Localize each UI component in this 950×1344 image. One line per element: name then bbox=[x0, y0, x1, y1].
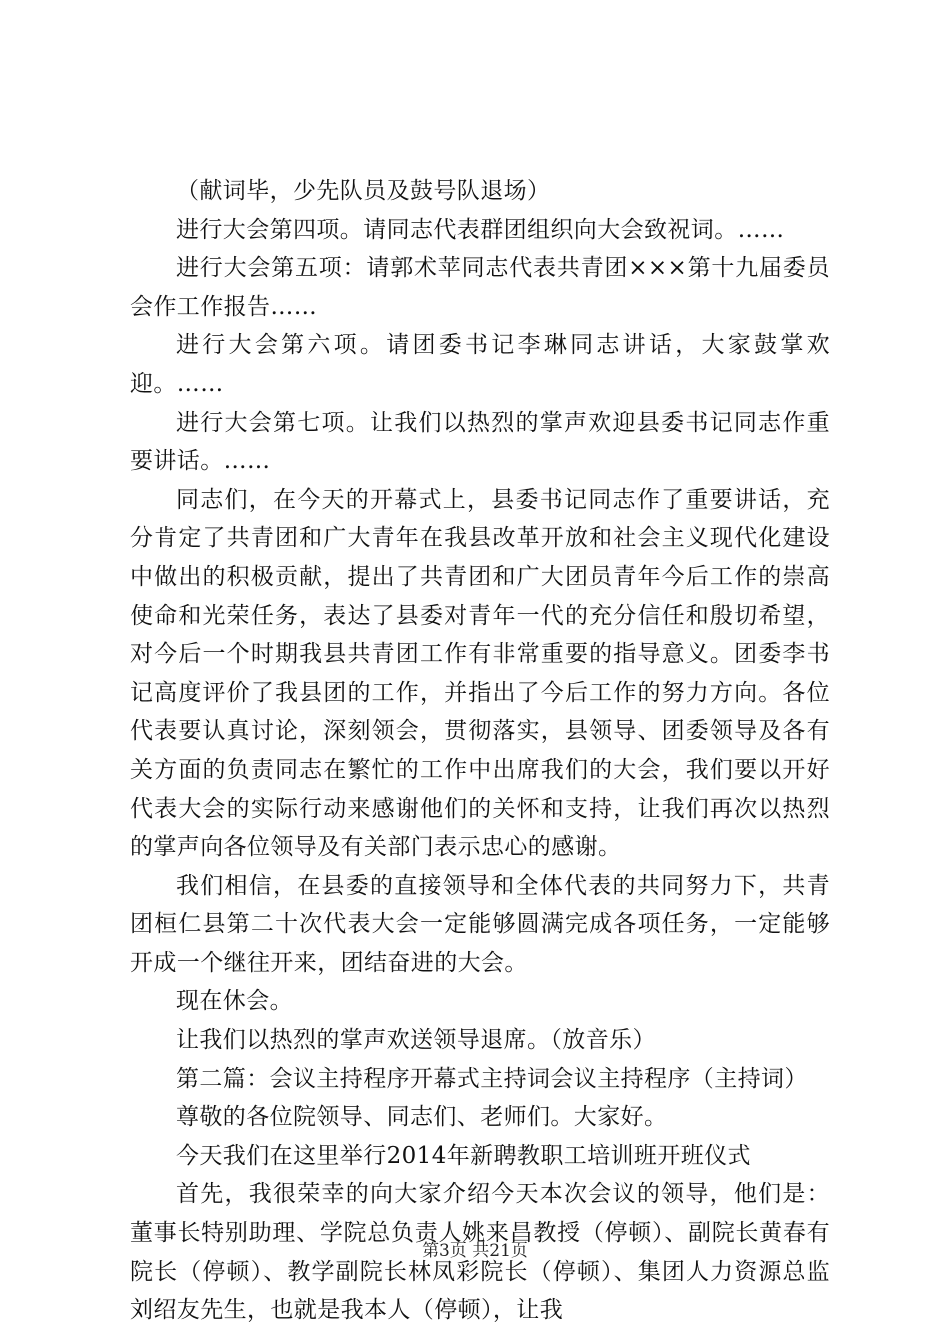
paragraph-1: （献词毕，少先队员及鼓号队退场） bbox=[176, 178, 551, 204]
paragraph-10: 第二篇：会议主持程序开幕式主持词会议主持程序（主持词） bbox=[176, 1065, 808, 1092]
page-number-footer: 第3页 共21页 bbox=[422, 1241, 528, 1261]
paragraph-9: 让我们以热烈的掌声欢送领导退席。（放音乐） bbox=[176, 1027, 656, 1054]
paragraph-6: 同志们，在今天的开幕式上，县委书记同志作了重要讲话，充分肯定了共青团和广大青年在我县改革开放和社会主义现代化建设中做出的积极贡献，提出了共青团和广大团员青年今后工作的崇高使命和光荣任务，表达了县委对青年一代的充分信任和殷切希望，对今后一个时期我县共青团工作有非常重要的指导意义。团委李书记高度评价了我县团的工作，并指出了今后工作的努力方向。各位代表要认真讨论，深刻领会，贯彻落实，县领导、团委领导及各有关方面的负责同志在繁忙的工作中出席我们的大会，我们要以开好代表大会的实际行动来感谢他们的关怀和支持，让我们再次以热烈的掌声向各位领导及有关部门表示忠心的感谢。 bbox=[130, 486, 830, 861]
paragraph-2: 进行大会第四项。请同志代表群团组织向大会致祝词。…… bbox=[176, 216, 785, 243]
paragraph-7: 我们相信，在县委的直接领导和全体代表的共同努力下，共青团桓仁县第二十次代表大会一定能够圆满完成各项任务，一定能够开成一个继往开来，团结奋进的大会。 bbox=[130, 872, 830, 976]
paragraph-13: 首先，我很荣幸的向大家介绍今天本次会议的领导，他们是：董事长特别助理、学院总负责人姚来昌教授（停顿）、副院长黄春有院长（停顿）、教学副院长林凤彩院长（停顿）、集团人力资源总监刘绍友先生，也就是我本人（停顿），让我 bbox=[130, 1181, 830, 1324]
paragraph-12: 今天我们在这里举行2014年新聘教职工培训班开班仪式 bbox=[176, 1142, 751, 1169]
paragraph-11: 尊敬的各位院领导、同志们、老师们。大家好。 bbox=[176, 1104, 668, 1131]
paragraph-3: 进行大会第五项：请郭术苹同志代表共青团×××第十九届委员会作工作报告…… bbox=[130, 255, 830, 320]
paragraph-4: 进行大会第六项。请团委书记李琳同志讲话，大家鼓掌欢迎。…… bbox=[130, 332, 830, 397]
paragraph-5: 进行大会第七项。让我们以热烈的掌声欢迎县委书记同志作重要讲话。…… bbox=[130, 409, 830, 475]
document-body bbox=[130, 172, 830, 1330]
paragraph-8: 现在休会。 bbox=[176, 988, 293, 1015]
